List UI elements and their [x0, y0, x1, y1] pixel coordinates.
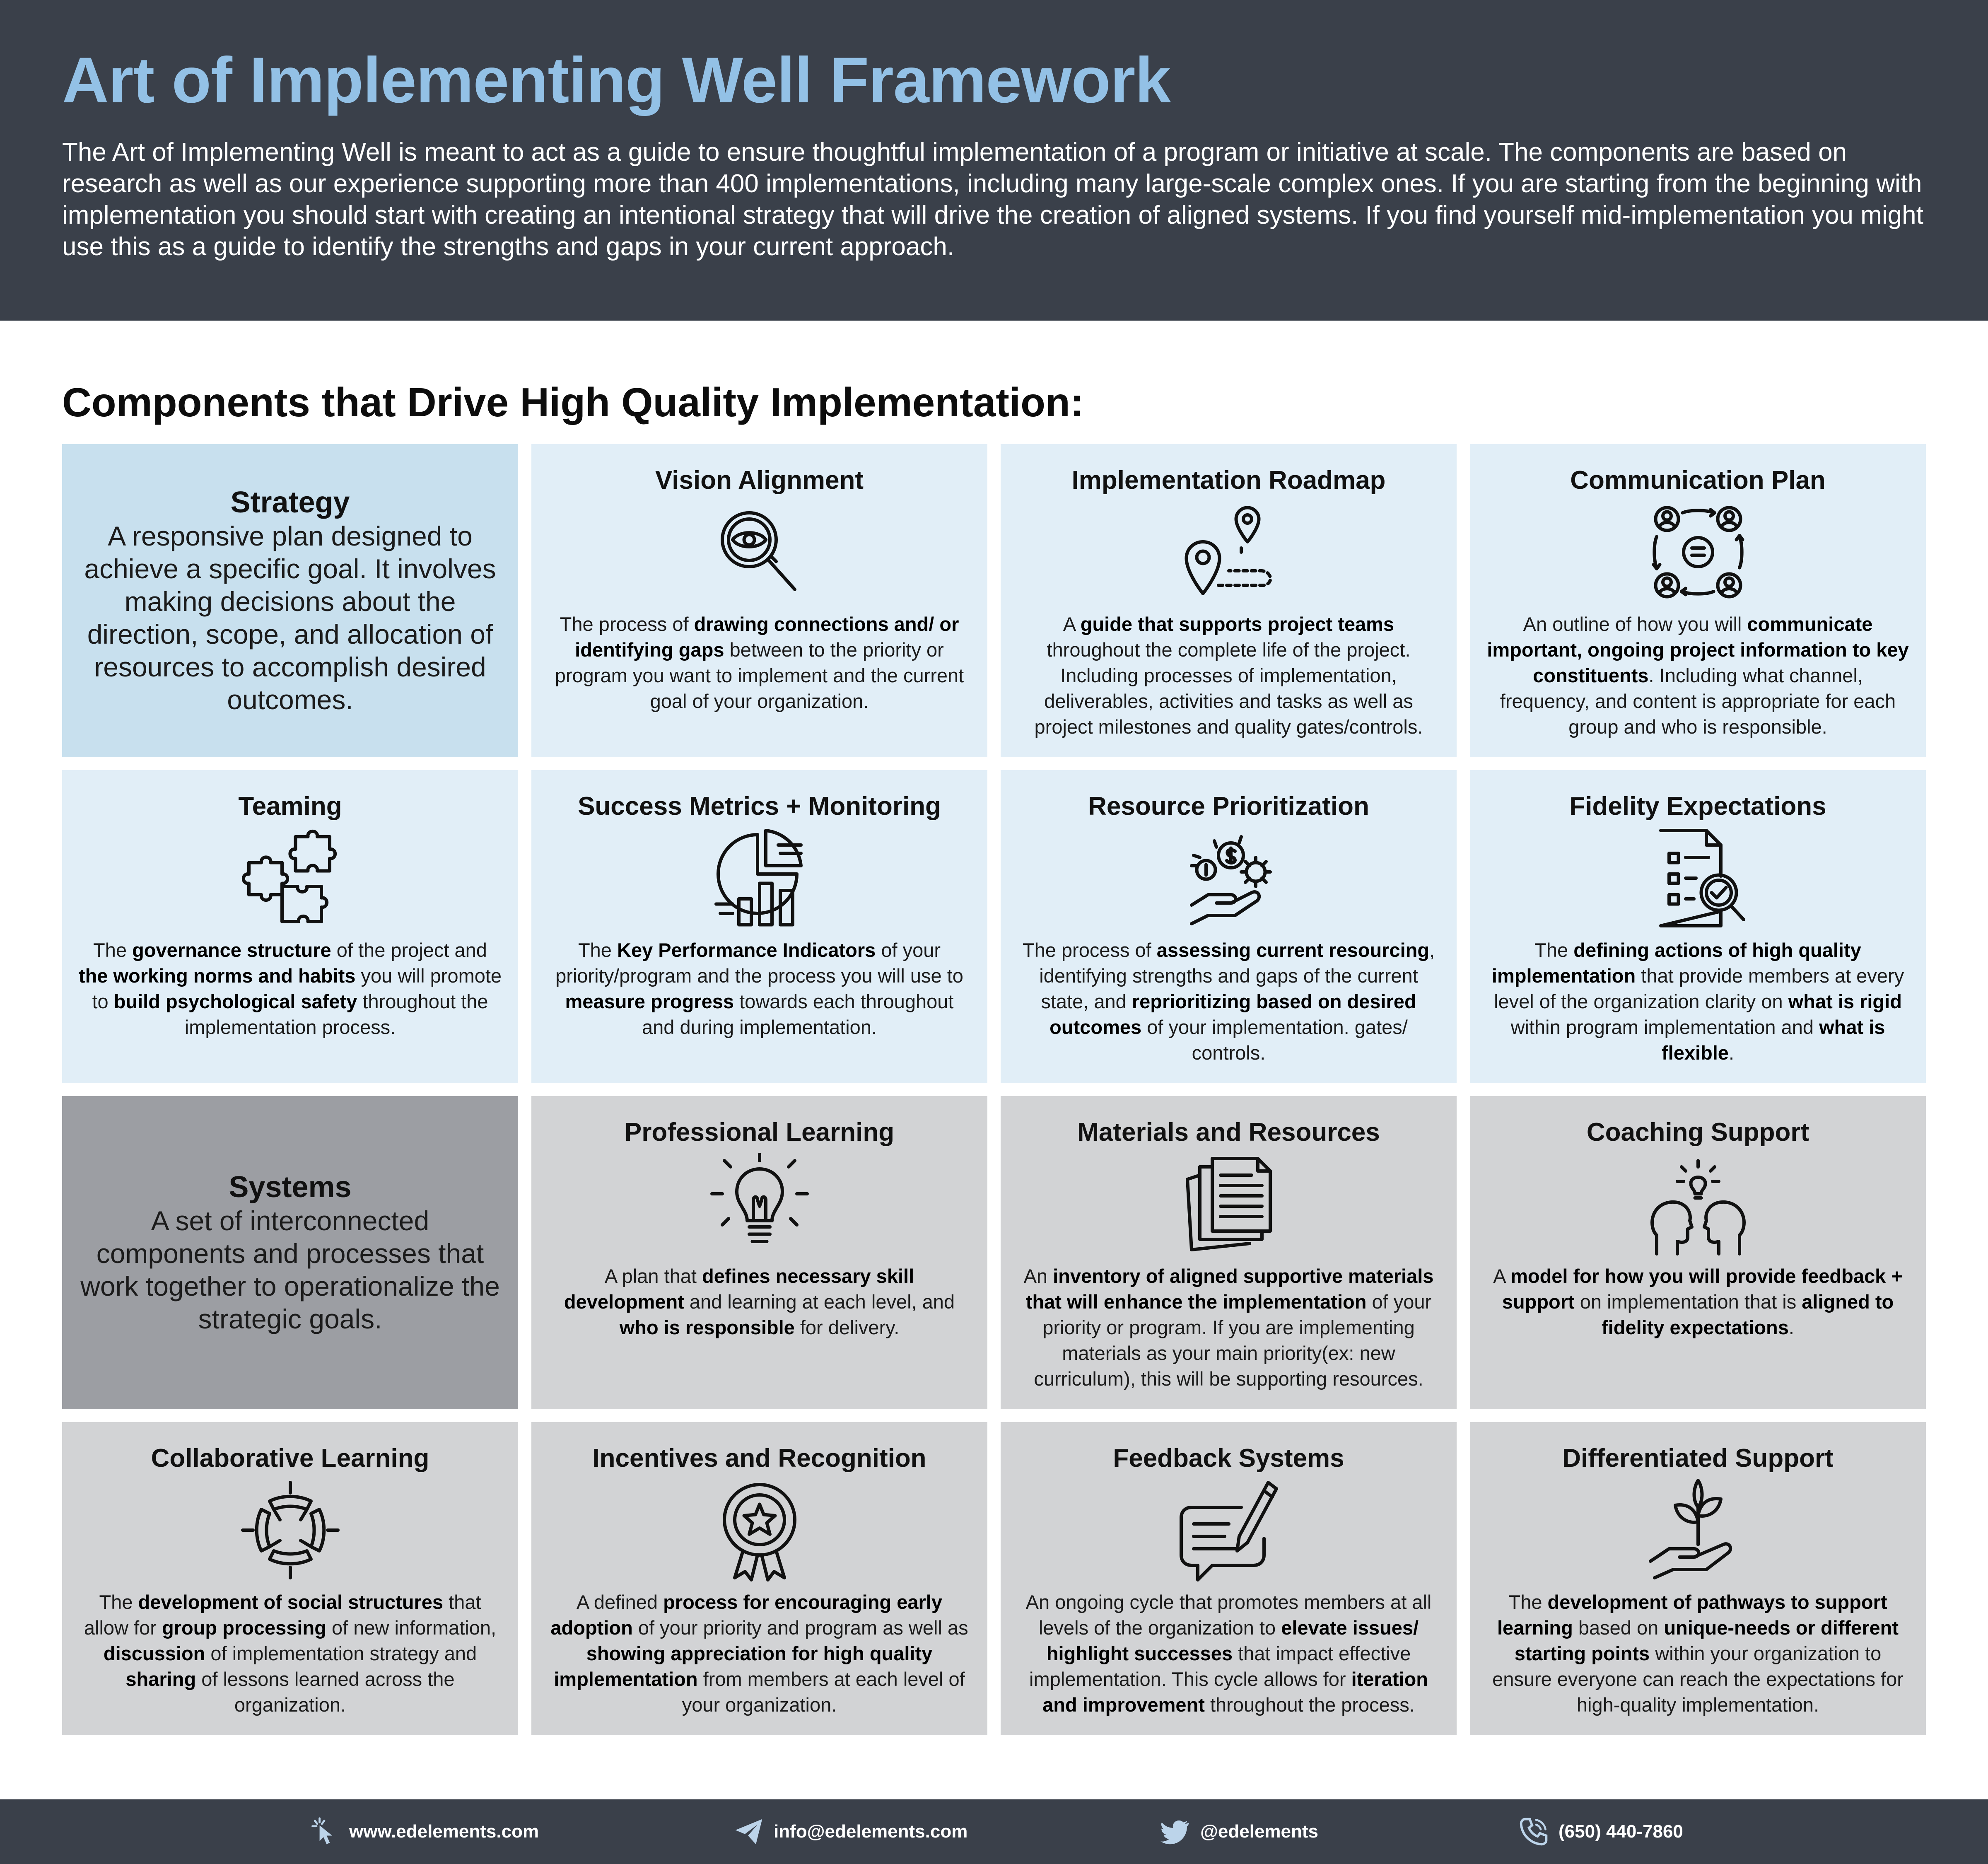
emphasis-text: who is responsible: [619, 1316, 795, 1338]
body-text: The process of: [1022, 939, 1157, 961]
footer-bar: [0, 1799, 1988, 1864]
card-title: Success Metrics + Monitoring: [578, 792, 941, 821]
body-text: A: [1063, 613, 1081, 635]
systems-description: A set of interconnected components and processes that work together to operationalize the strategic goals.: [80, 1205, 500, 1334]
body-text: that provide members at every level of the organization clarity on: [1494, 965, 1904, 1012]
emphasis-text: discussion: [103, 1642, 205, 1664]
magnifier-eye-icon: [706, 500, 813, 604]
two-heads-idea-icon: [1644, 1152, 1752, 1256]
card-title: Implementation Roadmap: [1071, 466, 1386, 495]
emphasis-text: what is flexible: [1661, 1016, 1885, 1064]
body-text: between to the priority or program you want to implement and the current goal of your organization.: [555, 639, 964, 712]
emphasis-text: showing appreciation for high quality implementation: [554, 1642, 933, 1690]
body-text: The process of: [560, 613, 694, 635]
systems-summary-card: [62, 1096, 518, 1409]
emphasis-text: what is rigid: [1788, 990, 1902, 1012]
emphasis-text: sharing: [125, 1668, 196, 1690]
twitter-text: @edelements: [1200, 1821, 1319, 1842]
card-description: [547, 611, 972, 714]
card-title: Feedback Systems: [1113, 1444, 1344, 1473]
card-title: Collaborative Learning: [151, 1444, 429, 1473]
speech-bubble-pen-icon: [1175, 1478, 1283, 1582]
body-text: The: [93, 939, 133, 961]
card-description: [547, 1263, 972, 1340]
card-description: [78, 937, 502, 1040]
body-text: of your implementation. gates/ controls.: [1141, 1016, 1408, 1064]
card-resource-prioritization: [1001, 770, 1457, 1083]
emphasis-text: iteration and improvement: [1042, 1668, 1428, 1716]
card-fidelity-expectations: [1470, 770, 1926, 1083]
body-text: from members at each level of your organization.: [682, 1668, 965, 1716]
lightbulb-icon: [706, 1152, 813, 1256]
hand-plant-icon: [1644, 1478, 1752, 1582]
body-text: within program implementation and: [1510, 1016, 1819, 1038]
emphasis-text: inventory of aligned supportive materials that will enhance the implementation: [1025, 1265, 1434, 1313]
strategy-summary-card: [62, 444, 518, 757]
body-text: , identifying strengths and gaps of the current state, and: [1039, 939, 1435, 1012]
emphasis-text: governance structure: [132, 939, 331, 961]
body-text: of your priority and program as well as: [632, 1617, 968, 1639]
footer-email[interactable]: [733, 1799, 967, 1864]
card-description: [547, 1589, 972, 1718]
card-description: [1486, 1589, 1910, 1718]
emphasis-text: communicate important, ongoing project information to key constituents: [1487, 613, 1909, 686]
page-title: Art of Implementing Well Framework: [62, 44, 1171, 116]
card-differentiated-support: [1470, 1422, 1926, 1735]
card-description: [547, 937, 972, 1040]
body-text: An ongoing cycle that promotes members at all levels of the organization to: [1025, 1591, 1432, 1639]
card-title: Materials and Resources: [1077, 1118, 1380, 1147]
card-description: [1486, 611, 1910, 740]
phone-icon: [1518, 1816, 1549, 1847]
map-pins-route-icon: [1175, 500, 1283, 604]
strategy-description: A responsive plan designed to achieve a specific goal. It involves making decisions about the direction, scope, and allocation of resources to accomplish desired outcomes.: [84, 521, 496, 715]
body-text: An outline of how you will: [1523, 613, 1747, 635]
card-title: Incentives and Recognition: [592, 1444, 926, 1473]
card-feedback-systems: [1001, 1422, 1457, 1735]
emphasis-text: measure progress: [565, 990, 734, 1012]
puzzle-pieces-icon: [236, 826, 344, 930]
body-text: The: [1534, 939, 1574, 961]
emphasis-text: aligned to fidelity expectations: [1602, 1291, 1894, 1338]
twitter-bird-icon: [1160, 1816, 1191, 1847]
card-success-metrics-monitoring: [531, 770, 987, 1083]
emphasis-text: development of social structures: [138, 1591, 444, 1613]
card-description: [1016, 611, 1441, 740]
body-text: The: [578, 939, 617, 961]
body-text: you will promote to: [92, 965, 502, 1012]
body-text: The: [99, 1591, 138, 1613]
emphasis-text: the working norms and habits: [78, 965, 356, 987]
body-text: A defined: [577, 1591, 663, 1613]
card-description: [1486, 1263, 1910, 1340]
card-communication-plan: [1470, 444, 1926, 757]
communication-people-icon: [1644, 500, 1752, 604]
card-coaching-support: [1470, 1096, 1926, 1409]
body-text: .: [1728, 1042, 1734, 1064]
body-text: of lessons learned across the organization.: [196, 1668, 455, 1716]
body-text: . Including what channel, frequency, and content is appropriate for each group and who is responsible.: [1500, 664, 1896, 738]
award-badge-icon: [706, 1478, 813, 1582]
card-title: Resource Prioritization: [1088, 792, 1369, 821]
card-collaborative-learning: [62, 1422, 518, 1735]
card-title: Teaming: [238, 792, 342, 821]
documents-stack-icon: [1175, 1152, 1283, 1256]
card-description: [1486, 937, 1910, 1066]
emphasis-text: defines necessary skill development: [564, 1265, 914, 1313]
body-text: of your priority/program and the process you will use to: [555, 939, 963, 987]
body-text: The: [1508, 1591, 1548, 1613]
body-text: A plan that: [604, 1265, 702, 1287]
card-description: [1016, 1263, 1441, 1392]
phone-text: (650) 440-7860: [1559, 1821, 1683, 1842]
body-text: .: [1788, 1316, 1794, 1338]
paper-plane-icon: [733, 1816, 765, 1847]
card-description: [1016, 1589, 1441, 1718]
body-text: of new information,: [326, 1617, 497, 1639]
body-text: on implementation that is: [1574, 1291, 1802, 1313]
footer-website[interactable]: [309, 1799, 539, 1864]
header-banner: [0, 0, 1988, 321]
card-title: Vision Alignment: [655, 466, 864, 495]
body-text: of the project and: [331, 939, 487, 961]
card-title: Professional Learning: [624, 1118, 895, 1147]
body-text: of your priority or program. If you are implementing materials as your main priority(ex: new curriculum), this will be supporting resources.: [1034, 1291, 1432, 1390]
emphasis-text: assessing current resourcing: [1156, 939, 1430, 961]
strategy-title: Strategy: [230, 486, 350, 519]
body-text: throughout the implementation process.: [184, 990, 488, 1038]
body-text: based on: [1573, 1617, 1664, 1639]
body-text: A: [1493, 1265, 1511, 1287]
emphasis-text: reprioritizing based on desired outcomes: [1049, 990, 1416, 1038]
body-text: towards each throughout and during implementation.: [642, 990, 954, 1038]
emphasis-text: elevate issues/ highlight successes: [1046, 1617, 1419, 1664]
card-description: [78, 1589, 502, 1718]
body-text: An: [1023, 1265, 1053, 1287]
emphasis-text: group processing: [162, 1617, 326, 1639]
card-incentives-and-recognition: [531, 1422, 987, 1735]
email-text: info@edelements.com: [774, 1821, 968, 1842]
card-professional-learning: [531, 1096, 987, 1409]
card-materials-and-resources: [1001, 1096, 1457, 1409]
cursor-click-icon: [309, 1816, 340, 1847]
emphasis-text: defining actions of high quality implementation: [1491, 939, 1861, 987]
card-teaming: [62, 770, 518, 1083]
intro-paragraph: The Art of Implementing Well is meant to act as a guide to ensure thoughtful implementation of a program or initiative at scale. The components are based on research as well as our experience supporting more than 400 implementations, including many large-scale complex ones. If you are starting from the beginning with implementation you should start with creating an intentional strategy that will drive the creation of aligned systems. If you find yourself mid-implementation you might use this as a guide to identify the strengths and gaps in your current approach.: [62, 138, 1923, 261]
body-text: of implementation strategy and: [205, 1642, 477, 1664]
body-text: and learning at each level, and: [684, 1291, 955, 1313]
section-title: Components that Drive High Quality Implementation:: [62, 379, 1084, 425]
body-text: throughout the process.: [1204, 1694, 1415, 1716]
website-text: www.edelements.com: [349, 1821, 539, 1842]
body-text: that impact effective implementation. This cycle allows for: [1029, 1642, 1411, 1690]
components-grid: [62, 444, 1926, 1735]
emphasis-text: model for how you will provide feedback + support: [1502, 1265, 1903, 1313]
card-title: Fidelity Expectations: [1569, 792, 1826, 821]
emphasis-text: guide that supports project teams: [1080, 613, 1394, 635]
hand-money-gear-icon: [1175, 826, 1283, 930]
checklist-magnifier-icon: [1644, 826, 1752, 930]
body-text: that allow for: [84, 1591, 481, 1639]
emphasis-text: process for encouraging early adoption: [550, 1591, 942, 1639]
pie-bar-chart-icon: [706, 826, 813, 930]
emphasis-text: unique-needs or different starting points: [1514, 1617, 1899, 1664]
card-vision-alignment: [531, 444, 987, 757]
emphasis-text: build psychological safety: [113, 990, 357, 1012]
card-description: [1016, 937, 1441, 1066]
emphasis-text: Key Performance Indicators: [617, 939, 876, 961]
emphasis-text: development of pathways to support learning: [1497, 1591, 1887, 1639]
body-text: for delivery.: [794, 1316, 900, 1338]
card-title: Differentiated Support: [1562, 1444, 1834, 1473]
footer-twitter[interactable]: [1160, 1799, 1318, 1864]
footer-phone[interactable]: [1518, 1799, 1683, 1864]
emphasis-text: drawing connections and/ or identifying gaps: [575, 613, 959, 661]
card-title: Coaching Support: [1586, 1118, 1809, 1147]
card-title: Communication Plan: [1570, 466, 1826, 495]
systems-title: Systems: [229, 1171, 352, 1204]
body-text: throughout the complete life of the project. Including processes of implementation, deliverables, activities and tasks as well as project milestones and quality gates/controls.: [1034, 639, 1423, 738]
joined-hands-icon: [236, 1478, 344, 1582]
card-implementation-roadmap: [1001, 444, 1457, 757]
body-text: within your organization to ensure everyone can reach the expectations for high-quality implementation.: [1492, 1642, 1904, 1716]
